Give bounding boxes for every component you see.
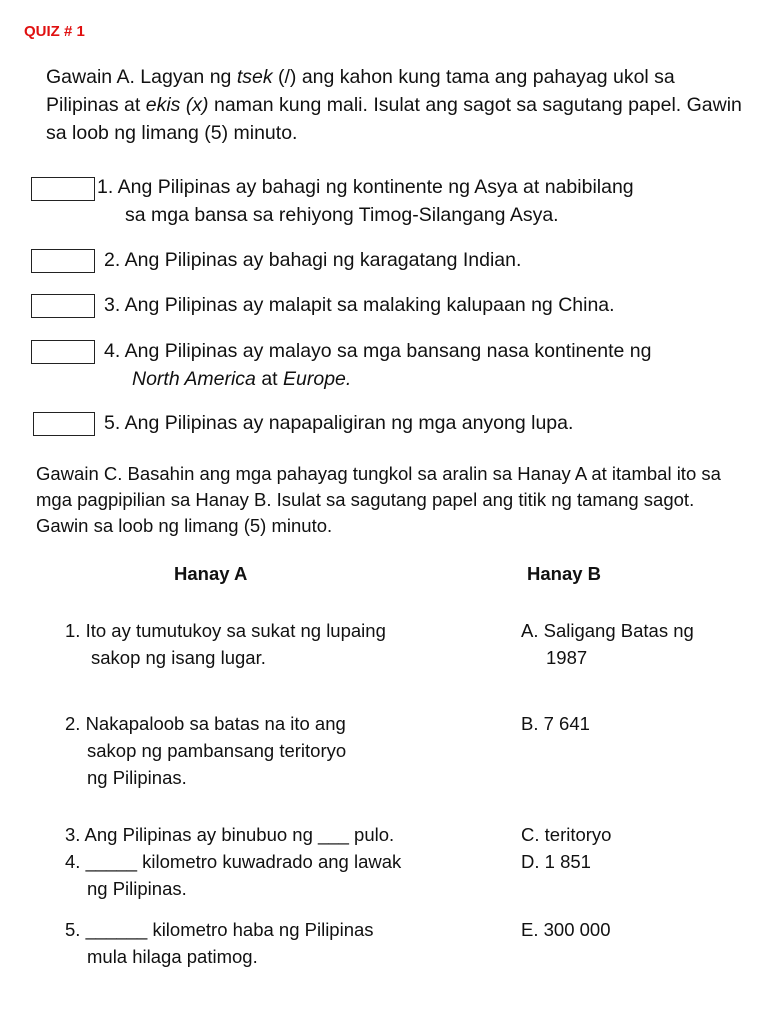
item-2: 2. Ang Pilipinas ay bahagi ng karagatang Indian. — [104, 249, 522, 271]
hanay-a-4-line2: ng Pilipinas. — [87, 878, 187, 899]
hanay-b-item-c: C. teritoryo — [521, 824, 612, 845]
instruction-text: (/) ang kahon kung tama ang pahayag ukol sa Pilipinas at — [46, 66, 675, 116]
item-1-line1: 1. Ang Pilipinas ay bahagi ng kontinente ng Asya at nabibilang — [97, 176, 634, 198]
instruction-tsek: tsek — [236, 66, 273, 88]
item-4-europe: Europe. — [283, 368, 352, 390]
hanay-a-4-line1: 4. _____ kilometro kuwadrado ang lawak — [65, 851, 402, 872]
item-3: 3. Ang Pilipinas ay malapit sa malaking kalupaan ng China. — [104, 294, 615, 316]
hanay-a-5-line2: mula hilaga patimog. — [87, 946, 258, 967]
item-1 — [97, 173, 634, 229]
quiz-title: QUIZ # 1 — [24, 23, 85, 40]
instruction-ekis: ekis (x) — [145, 94, 209, 116]
hanay-a-5-line1: 5. ______ kilometro haba ng Pilipinas — [65, 919, 374, 940]
answer-box-3[interactable] — [31, 294, 95, 318]
hanay-b-a-line2: 1987 — [546, 647, 588, 668]
hanay-b-title: Hanay B — [527, 563, 602, 584]
answer-box-4[interactable] — [31, 340, 95, 364]
hanay-a-title: Hanay A — [174, 563, 248, 584]
answer-box-2[interactable] — [31, 249, 95, 273]
hanay-a-2-line3: ng Pilipinas. — [87, 767, 187, 788]
gawain-c-instruction: Gawain C. Basahin ang mga pahayag tungkol sa aralin sa Hanay A at itambal ito sa mga pagpipilian sa Hanay B. Isulat sa sagutang papel ang titik ng tamang sagot. Gawin sa loob ng limang (5) minuto. — [36, 463, 721, 536]
hanay-a-item-2 — [65, 710, 346, 791]
item-4 — [104, 337, 651, 393]
gawain-a-instruction — [46, 63, 746, 147]
answer-box-1[interactable] — [31, 177, 95, 201]
hanay-a-item-3: 3. Ang Pilipinas ay binubuo ng ___ pulo. — [65, 824, 395, 845]
hanay-a-item-4 — [65, 848, 401, 902]
item-4-mid: at — [255, 368, 284, 390]
instruction-text: naman kung mali. Isulat ang sagot sa sagutang papel. Gawin sa loob ng limang (5) minuto. — [46, 94, 742, 144]
hanay-a-item-5 — [65, 916, 374, 970]
item-4-line1: 4. Ang Pilipinas ay malayo sa mga bansang nasa kontinente ng — [104, 340, 652, 362]
hanay-b-item-a — [521, 617, 694, 671]
item-4-north-america: North America — [132, 368, 256, 390]
hanay-a-item-1 — [65, 617, 386, 671]
item-4-line2 — [104, 365, 651, 393]
hanay-a-1-line1: 1. Ito ay tumutukoy sa sukat ng lupaing — [65, 620, 386, 641]
hanay-a-1-line2: sakop ng isang lugar. — [91, 647, 266, 668]
hanay-b-a-line1: A. Saligang Batas ng — [521, 620, 694, 641]
item-5: 5. Ang Pilipinas ay napapaligiran ng mga anyong lupa. — [104, 412, 574, 434]
instruction-text: Gawain A. Lagyan ng — [46, 66, 237, 88]
answer-box-5[interactable] — [33, 412, 95, 436]
hanay-a-2-line2: sakop ng pambansang teritoryo — [87, 740, 347, 761]
item-1-line2: sa mga bansa sa rehiyong Timog-Silangang Asya. — [125, 204, 559, 226]
hanay-a-2-line1: 2. Nakapaloob sa batas na ito ang — [65, 713, 346, 734]
hanay-b-item-e: E. 300 000 — [521, 919, 611, 940]
hanay-b-item-b: B. 7 641 — [521, 713, 590, 734]
hanay-b-item-d: D. 1 851 — [521, 851, 591, 872]
